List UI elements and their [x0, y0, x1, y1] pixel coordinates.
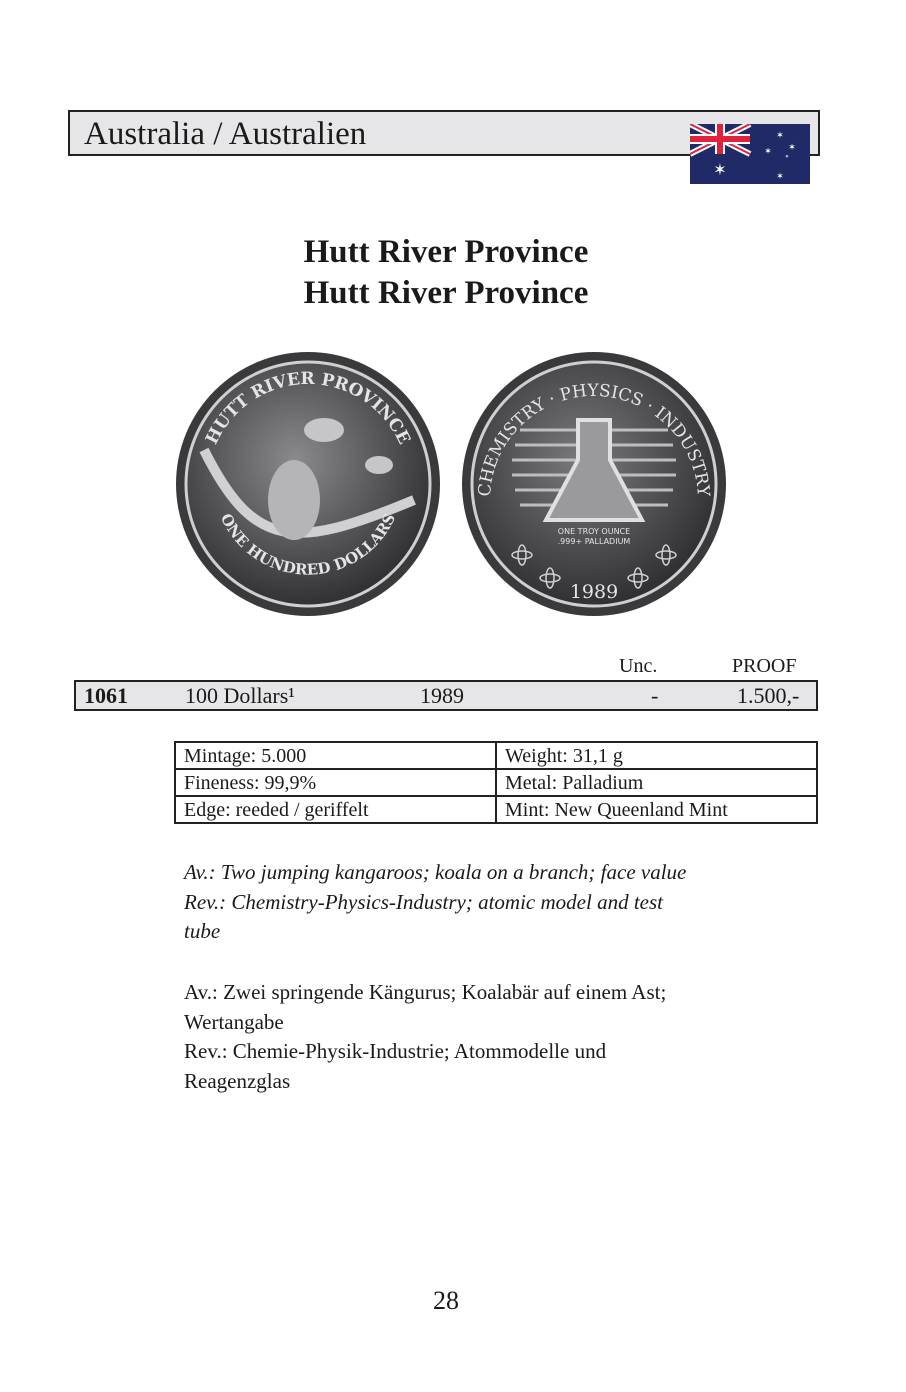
denomination: 100 Dollars¹ — [185, 683, 295, 708]
svg-text:✶: ✶ — [776, 172, 784, 182]
description-line: Av.: Zwei springende Kängurus; Koalabär auf einem Ast; — [184, 980, 667, 1004]
spec-fineness: Fineness: 99,9% — [175, 769, 496, 796]
svg-text:HUTT RIVER PROVINCE: HUTT RIVER PROVINCE — [202, 369, 414, 448]
country-title: Australia / Australien — [84, 116, 367, 152]
description-line: Rev.: Chemistry-Physics-Industry; atomic model and test — [184, 889, 663, 914]
coin-obverse-image — [174, 350, 442, 618]
svg-text:✶: ✶ — [764, 147, 772, 157]
spec-weight: Weight: 31,1 g — [496, 742, 817, 769]
description-line: Reagenzglas — [184, 1068, 291, 1093]
description-english — [184, 858, 824, 947]
svg-text:.999+ PALLADIUM: .999+ PALLADIUM — [557, 537, 631, 546]
svg-text:CHEMISTRY · PHYSICS · INDUSTRY: CHEMISTRY · PHYSICS · INDUSTRY — [474, 380, 714, 498]
description-german — [184, 978, 824, 1096]
year: 1989 — [420, 683, 464, 708]
svg-text:ONE HUNDRED DOLLARS: ONE HUNDRED DOLLARS — [216, 510, 400, 579]
catalog-number: 1061 — [84, 683, 128, 708]
description-line: tube — [184, 919, 221, 943]
spec-edge: Edge: reeded / geriffelt — [175, 796, 496, 823]
coin-reverse-image — [460, 350, 728, 618]
page-number: 28 — [433, 1286, 459, 1315]
page-title-en: Hutt River Province — [303, 234, 589, 270]
description-line: Wertangabe — [184, 1009, 284, 1034]
spec-mint: Mint: New Queenland Mint — [496, 796, 817, 823]
spec-metal: Metal: Palladium — [496, 769, 817, 796]
column-header-unc: Unc. — [619, 655, 658, 677]
specifications-table — [174, 741, 818, 824]
price-proof: 1.500,- — [737, 683, 800, 708]
page-title-de: Hutt River Province — [303, 275, 589, 311]
svg-text:✶: ✶ — [784, 154, 790, 160]
svg-text:1989: 1989 — [569, 581, 619, 603]
svg-text:ONE TROY OUNCE: ONE TROY OUNCE — [557, 527, 631, 536]
svg-text:✶: ✶ — [788, 143, 796, 153]
svg-text:✶: ✶ — [776, 131, 784, 141]
spec-mintage: Mintage: 5.000 — [175, 742, 496, 769]
description-line: Av.: Two jumping kangaroos; koala on a branch; face value — [184, 860, 687, 884]
australia-flag-icon — [690, 124, 810, 184]
column-header-proof: PROOF — [732, 655, 797, 677]
description-line: Rev.: Chemie-Physik-Industrie; Atommodelle und — [184, 1039, 607, 1063]
price-unc: - — [651, 683, 659, 708]
svg-text:✶: ✶ — [713, 160, 727, 179]
